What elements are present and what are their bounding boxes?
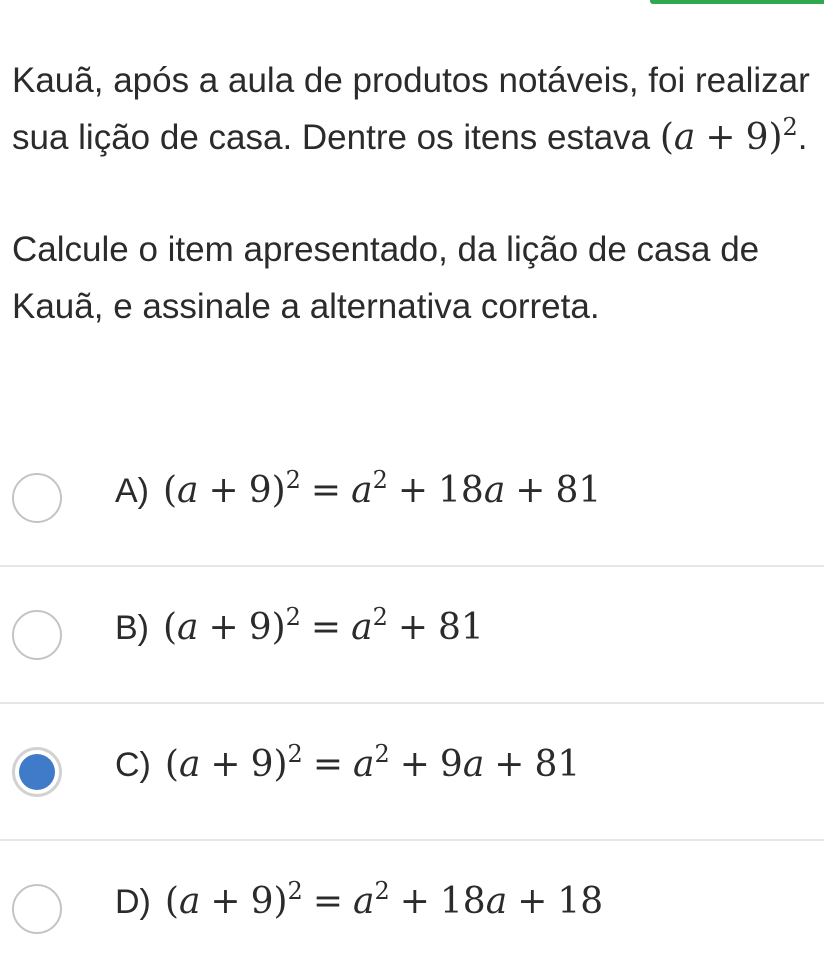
option-c[interactable] [0, 704, 824, 841]
option-a[interactable] [0, 430, 824, 567]
option-b[interactable] [0, 567, 824, 704]
top-progress-accent [650, 0, 824, 4]
option-d[interactable] [0, 841, 824, 978]
item-expression: $(a + 9)^2$ [659, 113, 798, 158]
option-c-expression: $(a + 9)^2 = a^2 + 9a + 81$ [164, 740, 581, 785]
question-paragraph-1: Kauã, após a aula de produtos notáveis, foi realizar sua lição de casa. Dentre os itens estava $(a + 9)^2$. [12, 61, 810, 158]
option-b-expression: $(a + 9)^2 = a^2 + 81$ [163, 603, 484, 648]
option-c-radio-selected[interactable] [12, 747, 62, 797]
question-text [12, 52, 812, 335]
option-letter: D) [115, 883, 151, 921]
question-paragraph-2: Calcule o item apresentado, da lição de casa de Kauã, e assinale a alternativa correta. [12, 230, 760, 326]
option-d-radio[interactable] [12, 884, 62, 934]
answer-options [0, 430, 824, 978]
option-b-radio[interactable] [12, 610, 62, 660]
option-letter: C) [115, 746, 151, 784]
option-a-expression: $(a + 9)^2 = a^2 + 18a + 81$ [163, 466, 602, 511]
option-letter: B) [115, 609, 149, 647]
option-a-radio[interactable] [12, 473, 62, 523]
option-letter: A) [115, 472, 149, 510]
option-d-expression: $(a + 9)^2 = a^2 + 18a + 18$ [164, 877, 604, 922]
